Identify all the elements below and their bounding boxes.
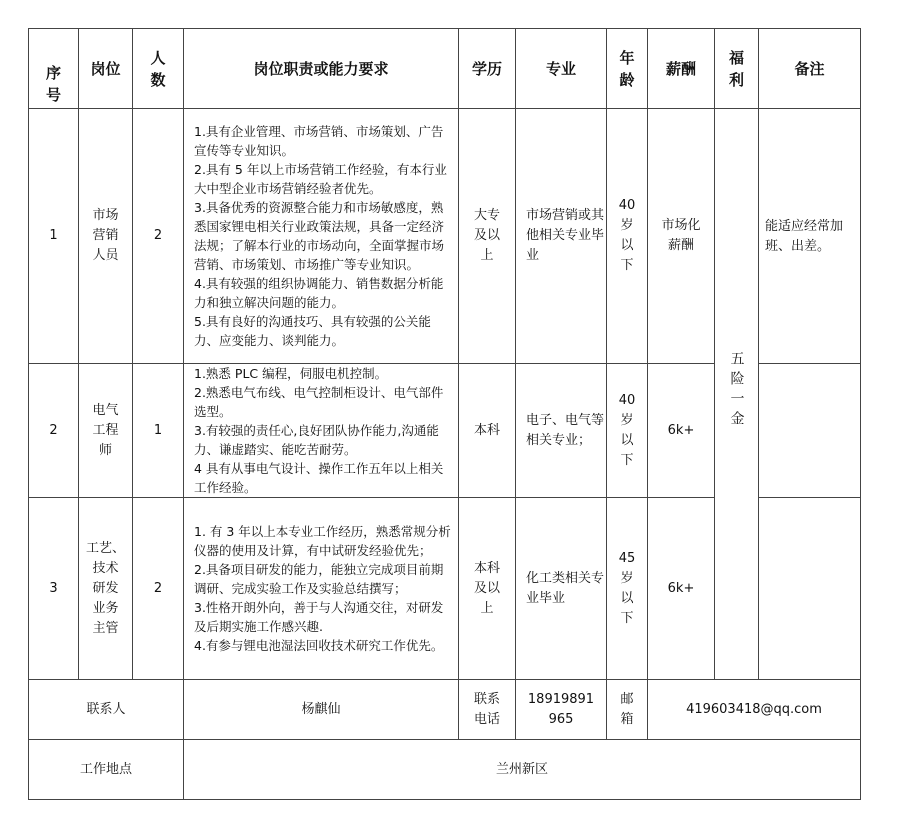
row-age: 40 岁 以 下: [607, 364, 648, 498]
header-welfare: 福 利: [715, 29, 759, 109]
row-duties: [184, 109, 459, 364]
header-education: 学历: [459, 29, 516, 109]
row-count: 1: [133, 364, 184, 498]
row-seq: 3: [29, 498, 79, 680]
duty-item: 1.具有企业管理、市场营销、市场策划、广告宣传等专业知识。: [194, 124, 444, 158]
recruitment-table: [28, 28, 861, 800]
location-label: 工作地点: [29, 740, 184, 800]
email-label: 邮 箱: [607, 680, 648, 740]
row-salary: 6k+: [648, 498, 715, 680]
row-age: 40 岁 以 下: [607, 109, 648, 364]
header-row: [29, 29, 861, 109]
duty-item: 3.性格开朗外向，善于与人沟通交往，对研发及后期实施工作感兴趣.: [194, 600, 444, 634]
contact-row: [29, 680, 861, 740]
row-seq: 1: [29, 109, 79, 364]
duty-item: 4 具有从事电气设计、操作工作五年以上相关工作经验。: [194, 461, 444, 495]
header-age: 年 龄: [607, 29, 648, 109]
duty-item: 4.具有较强的组织协调能力、销售数据分析能力和独立解决问题的能力。: [194, 276, 444, 310]
row-remark: [759, 364, 861, 498]
row-remark: 能适应经常加班、出差。: [759, 109, 861, 364]
row-education: 本科 及以 上: [459, 498, 516, 680]
duty-item: 1.熟悉 PLC 编程，伺服电机控制。: [194, 366, 388, 381]
duty-item: 4.有参与锂电池湿法回收技术研究工作优先。: [194, 638, 444, 653]
duty-item: 2.熟悉电气布线、电气控制柜设计、电气部件选型。: [194, 385, 444, 419]
row-major: 化工类相关专业毕业: [516, 498, 607, 680]
duty-item: 3.有较强的责任心,良好团队协作能力,沟通能力、谦虚踏实、能吃苦耐劳。: [194, 423, 439, 457]
row-remark: [759, 498, 861, 680]
location-row: [29, 740, 861, 800]
row-seq: 2: [29, 364, 79, 498]
header-duty: 岗位职责或能力要求: [184, 29, 459, 109]
row-salary: 市场化 薪酬: [648, 109, 715, 364]
row-post: 工艺、 技术 研发 业务 主管: [79, 498, 133, 680]
row-duties: [184, 364, 459, 498]
email-address: 419603418@qq.com: [648, 680, 861, 740]
duty-item: 1. 有 3 年以上本专业工作经历，熟悉常规分析仪器的使用及计算，有中试研发经验优先；: [194, 524, 451, 558]
header-seq: 序 号: [29, 29, 79, 109]
row-major: 市场营销或其他相关专业毕业: [516, 109, 607, 364]
row-age: 45 岁 以 下: [607, 498, 648, 680]
row-education: 大专 及以 上: [459, 109, 516, 364]
welfare-value: 五险一金: [728, 350, 745, 431]
row-post: 市场 营销 人员: [79, 109, 133, 364]
header-salary: 薪酬: [648, 29, 715, 109]
header-count: 人 数: [133, 29, 184, 109]
row-education: 本科: [459, 364, 516, 498]
recruitment-table-wrapper: [28, 28, 861, 800]
contact-name: 杨麒仙: [184, 680, 459, 740]
phone-label: 联系 电话: [459, 680, 516, 740]
header-post: 岗位: [79, 29, 133, 109]
location-value: 兰州新区: [184, 740, 861, 800]
table-row: [29, 109, 861, 364]
duty-item: 3.具备优秀的资源整合能力和市场敏感度，熟悉国家锂电相关行业政策法规，具备一定经济法规；了解本行业的市场动向，全面掌握市场营销、市场策划、市场推广等专业知识。: [194, 200, 445, 272]
contact-label: 联系人: [29, 680, 184, 740]
duty-item: 5.具有良好的沟通技巧、具有较强的公关能力、应变能力、谈判能力。: [194, 314, 431, 348]
duty-item: 2.具备项目研发的能力，能独立完成项目前期调研、完成实验工作及实验总结撰写；: [194, 562, 444, 596]
header-major: 专业: [516, 29, 607, 109]
header-remark: 备注: [759, 29, 861, 109]
welfare-cell: [715, 109, 759, 680]
row-count: 2: [133, 109, 184, 364]
row-salary: 6k+: [648, 364, 715, 498]
duty-item: 2.具有 5 年以上市场营销工作经验，有本行业大中型企业市场营销经验者优先。: [194, 162, 447, 196]
row-duties: [184, 498, 459, 680]
row-count: 2: [133, 498, 184, 680]
row-post: 电气 工程 师: [79, 364, 133, 498]
phone-number: 18919891 965: [516, 680, 607, 740]
row-major: 电子、电气等相关专业；: [516, 364, 607, 498]
